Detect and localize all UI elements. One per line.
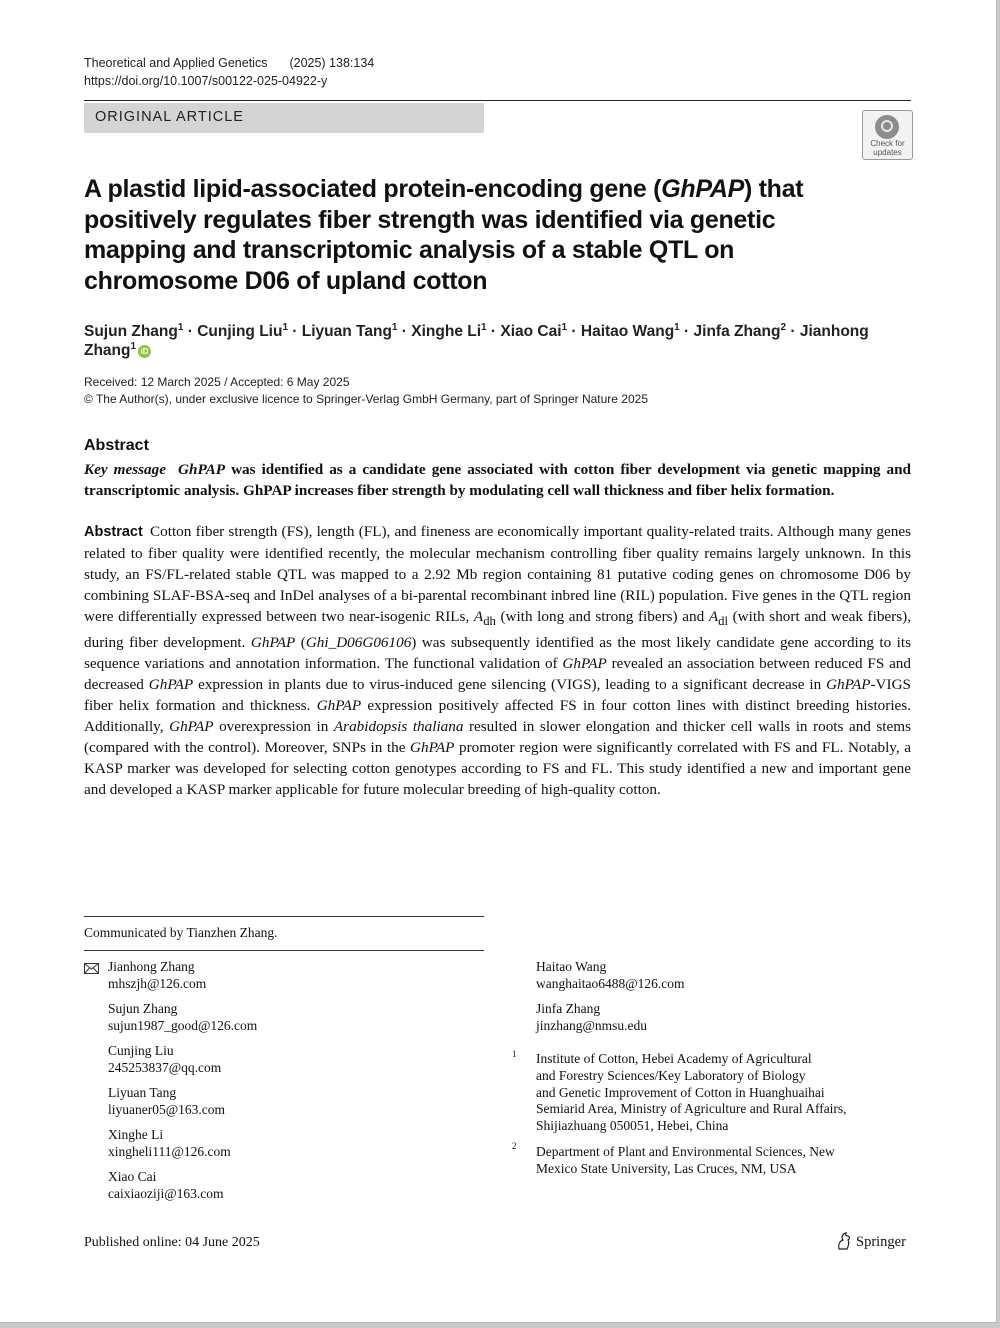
springer-horse-icon bbox=[836, 1232, 852, 1250]
key-message-label: Key message bbox=[84, 461, 166, 478]
author-affiliation-marker: 2 bbox=[780, 322, 787, 333]
title-part1: A plastid lipid-associated protein-encoding gene ( bbox=[84, 175, 662, 203]
author-name[interactable]: Jianhong Zhang bbox=[84, 323, 869, 360]
badge-line1: Check for bbox=[870, 139, 905, 148]
copyright: © The Author(s), under exclusive licence to Springer-Verlag GmbH Germany, part of Springer Nature 2025 bbox=[84, 392, 648, 406]
contact-email[interactable]: wanghaitao6488@126.com bbox=[536, 975, 685, 991]
affiliation-2 bbox=[536, 1144, 896, 1178]
contact-email[interactable]: sujun1987_good@126.com bbox=[108, 1017, 258, 1033]
footnote-rule-top bbox=[84, 916, 484, 917]
publisher-logo bbox=[836, 1232, 906, 1251]
author-name[interactable]: Haitao Wang bbox=[580, 323, 675, 341]
contact-entry bbox=[108, 1169, 438, 1202]
journal-name: Theoretical and Applied Genetics bbox=[84, 56, 268, 70]
affiliation-2-number: 2 bbox=[512, 1141, 517, 1151]
dates-block bbox=[84, 374, 648, 408]
key-message bbox=[84, 459, 911, 501]
author-name[interactable]: Liyuan Tang bbox=[301, 323, 392, 341]
abstract-label: Abstract bbox=[84, 524, 143, 540]
contact-name: Xiao Cai bbox=[108, 1169, 157, 1184]
contact-name: Jianhong Zhang bbox=[108, 959, 195, 974]
author-affiliation-marker: 1 bbox=[391, 322, 398, 333]
contact-entry bbox=[536, 959, 866, 992]
publisher-name: Springer bbox=[856, 1234, 906, 1250]
title-part2: ) that positively regulates fiber strength was identified via genetic mapping and transcriptomic analysis of a stable QTL on chromosome D06 of upland cotton bbox=[84, 175, 804, 295]
doi-link[interactable]: https://doi.org/10.1007/s00122-025-04922-y bbox=[84, 74, 328, 88]
contact-entry bbox=[108, 1085, 438, 1118]
author-affiliation-marker: 1 bbox=[130, 341, 137, 353]
contact-name: Jinfa Zhang bbox=[536, 1001, 601, 1016]
author-list: Sujun Zhang$^1$ · Cunjing Liu$^1$ · Liyuan Tang$^1$ · Xinghe $Li^1$ · Xiao Cai$^1$ · Haitao Wang$^1$ · Jinfa Zhang$^2$ · Jianhong Zhang$^1$ iD bbox=[84, 322, 869, 360]
affiliation-1-line: Semiarid Area, Ministry of Agriculture and Rural Affairs, bbox=[536, 1101, 847, 1117]
header-rule bbox=[84, 100, 911, 101]
author-name[interactable]: Xiao Cai bbox=[500, 323, 562, 341]
title-gene: GhPAP bbox=[661, 175, 744, 203]
check-updates-icon bbox=[875, 115, 899, 139]
key-message-text: was identified as a candidate gene associated with cotton fiber development via genetic mapping and transcriptomic analysis. GhPAP increases fiber strength by modulating cell wall thickness and fiber helix formation. bbox=[84, 461, 912, 499]
footnote-rule-bottom bbox=[84, 950, 484, 951]
author-affiliation-marker: 1 bbox=[282, 322, 288, 333]
contact-entry bbox=[108, 959, 438, 992]
author-affiliation-marker: 1 bbox=[561, 322, 568, 333]
abstract-body: Abstract Cotton fiber strength (FS), length (FL), and fineness are economically important quality-related traits. Although many genes related to fiber quality were identified recently, the molecular mechanism controlling fiber quality remains largely unknown. In this study, an FS/FL-related stable QTL was mapped to a 2.92 Mb region containing 81 putative coding genes on chromosome D06 by combining SLAF-BSA-seq and InDel analyses of a bi-parental recombinant inbred line (RIL) population. Five genes in the QTL region were differentially expressed between two near-isogenic RILs, $A_{dh}$ (with long and strong fibers) and $A_{dl}$ (with short and weak fibers), during fiber development. GhPAP (Ghi_D06G06106) was subsequently identified as the most likely candidate gene according to its sequence variations and annotation information. The functional validation of GhPAP revealed an association between reduced FS and decreased GhPAP expression in plants due to virus-induced gene silencing (VIGS), leading to a significant decrease in GhPAP-VIGS fiber helix formation and thickness. GhPAP expression positively affected FS in four cotton lines with distinct breeding histories. Additionally, GhPAP overexpression in Arabidopsis thaliana resulted in slower elongation and thicker cell walls in roots and stems (compared with the control). Moreover, SNPs in the GhPAP promoter region were significantly correlated with FS and FL. Notably, a KASP marker was developed for selecting cotton genotypes according to FS and FL. This study identified a new and important gene and developed a KASP marker applicable for future molecular breeding of high-quality cotton. bbox=[84, 523, 911, 799]
affiliation-1-line: and Genetic Improvement of Cotton in Huanghuaihai bbox=[536, 1084, 825, 1100]
contact-email[interactable]: liyuaner05@163.com bbox=[108, 1101, 226, 1117]
contact-email[interactable]: caixiaoziji@163.com bbox=[108, 1185, 224, 1201]
orcid-icon[interactable]: iD bbox=[138, 345, 151, 358]
article-type: ORIGINAL ARTICLE bbox=[95, 109, 244, 125]
communicated-by: Communicated by Tianzhen Zhang. bbox=[84, 925, 278, 940]
contact-email[interactable]: 245253837@qq.com bbox=[108, 1059, 222, 1075]
contact-name: Liyuan Tang bbox=[108, 1085, 177, 1100]
affiliation-2-line: Department of Plant and Environmental Sciences, New bbox=[536, 1144, 835, 1159]
contact-entry bbox=[108, 1001, 438, 1034]
contact-email[interactable]: xingheli111@126.com bbox=[108, 1143, 231, 1159]
affiliation-1 bbox=[536, 1051, 896, 1135]
affiliation-1-number: 1 bbox=[512, 1049, 517, 1059]
article-type-band bbox=[84, 103, 484, 133]
contact-name: Xinghe Li bbox=[108, 1127, 164, 1142]
contact-entry bbox=[108, 1127, 438, 1160]
contact-name: Sujun Zhang bbox=[108, 1001, 178, 1016]
published-online: Published online: 04 June 2025 bbox=[84, 1235, 260, 1250]
badge-line2: updates bbox=[873, 148, 902, 157]
author-affiliation-marker: 1 bbox=[177, 322, 184, 333]
check-for-updates-badge[interactable] bbox=[862, 110, 913, 160]
affiliation-2-line: Mexico State University, Las Cruces, NM, USA bbox=[536, 1160, 797, 1176]
envelope-icon bbox=[84, 961, 99, 979]
contacts-right bbox=[536, 959, 866, 1043]
abstract-heading: Abstract bbox=[84, 437, 149, 454]
article-title bbox=[84, 174, 884, 296]
contact-entry bbox=[536, 1001, 866, 1034]
contact-name: Cunjing Liu bbox=[108, 1043, 174, 1058]
author-name[interactable]: Xinghe Li bbox=[411, 323, 482, 341]
author-affiliation-marker: 1 bbox=[481, 322, 487, 333]
author-name[interactable]: Cunjing Liu bbox=[197, 323, 283, 341]
received-accepted: Received: 12 March 2025 / Accepted: 6 May 2025 bbox=[84, 375, 350, 389]
affiliation-1-line: and Forestry Sciences/Key Laboratory of Biology bbox=[536, 1067, 806, 1083]
journal-volume: (2025) 138:134 bbox=[289, 56, 375, 70]
affiliation-1-line: Shijiazhuang 050051, Hebei, China bbox=[536, 1118, 729, 1134]
author-affiliation-marker: 1 bbox=[674, 322, 680, 333]
contact-entry bbox=[108, 1043, 438, 1076]
author-name[interactable]: Sujun Zhang bbox=[84, 323, 178, 341]
affiliation-1-line: Institute of Cotton, Hebei Academy of Agricultural bbox=[536, 1051, 812, 1066]
author-name[interactable]: Jinfa Zhang bbox=[693, 323, 781, 341]
key-message-gene: GhPAP bbox=[178, 461, 226, 478]
contact-name: Haitao Wang bbox=[536, 959, 607, 974]
contact-email[interactable]: mhszjh@126.com bbox=[108, 975, 207, 991]
journal-header bbox=[84, 54, 374, 90]
contact-email[interactable]: jinzhang@nmsu.edu bbox=[536, 1017, 648, 1033]
contacts-left bbox=[108, 959, 438, 1211]
